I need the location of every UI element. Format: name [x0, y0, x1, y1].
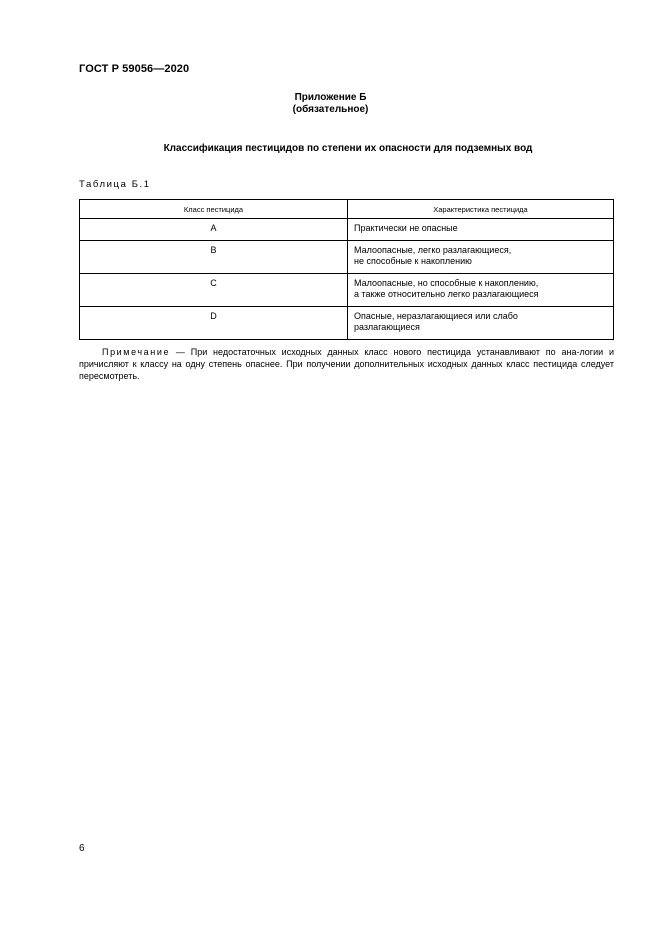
table-row — [80, 219, 614, 241]
description-cell — [348, 274, 614, 307]
note-text: — При недостаточных исходных данных класс нового пестицида устанавливают по ана-логии и причисляют к классу на одну степень опаснее. При получении дополнительных исходных данных класс пестицида следует пересмотреть. — [79, 347, 614, 381]
description-line: Практически не опасные — [354, 223, 458, 233]
table-header-row — [80, 200, 614, 219]
page-title: Классификация пестицидов по степени их опасности для подземных вод — [163, 143, 533, 154]
class-cell: B — [80, 241, 348, 274]
column-header-description: Характеристика пестицида — [348, 200, 614, 219]
class-cell: A — [80, 219, 348, 241]
description-line: Малоопасные, но способные к накоплению, — [354, 278, 539, 288]
class-cell: C — [80, 274, 348, 307]
description-cell — [348, 241, 614, 274]
table-caption: Таблица Б.1 — [79, 179, 151, 190]
description-line: Малоопасные, легко разлагающиеся, — [354, 245, 512, 255]
description-line: не способные к накоплению — [354, 256, 472, 266]
table-note — [79, 346, 614, 382]
appendix-status: (обязательное) — [292, 104, 369, 115]
description-line: а также относительно легко разлагающиеся — [354, 289, 539, 299]
document-code: ГОСТ Р 59056—2020 — [79, 63, 190, 75]
page-number: 6 — [79, 843, 85, 854]
description-line: разлагающиеся — [354, 322, 420, 332]
table-row — [80, 274, 614, 307]
table-row — [80, 307, 614, 340]
column-header-class: Класс пестицида — [80, 200, 348, 219]
note-label: Примечание — [102, 347, 171, 357]
description-cell — [348, 219, 614, 241]
description-line: Опасные, неразлагающиеся или слабо — [354, 311, 518, 321]
pesticide-classification-table — [79, 199, 614, 340]
appendix-title: Приложение Б — [294, 92, 367, 103]
description-cell — [348, 307, 614, 340]
table-row — [80, 241, 614, 274]
class-cell: D — [80, 307, 348, 340]
